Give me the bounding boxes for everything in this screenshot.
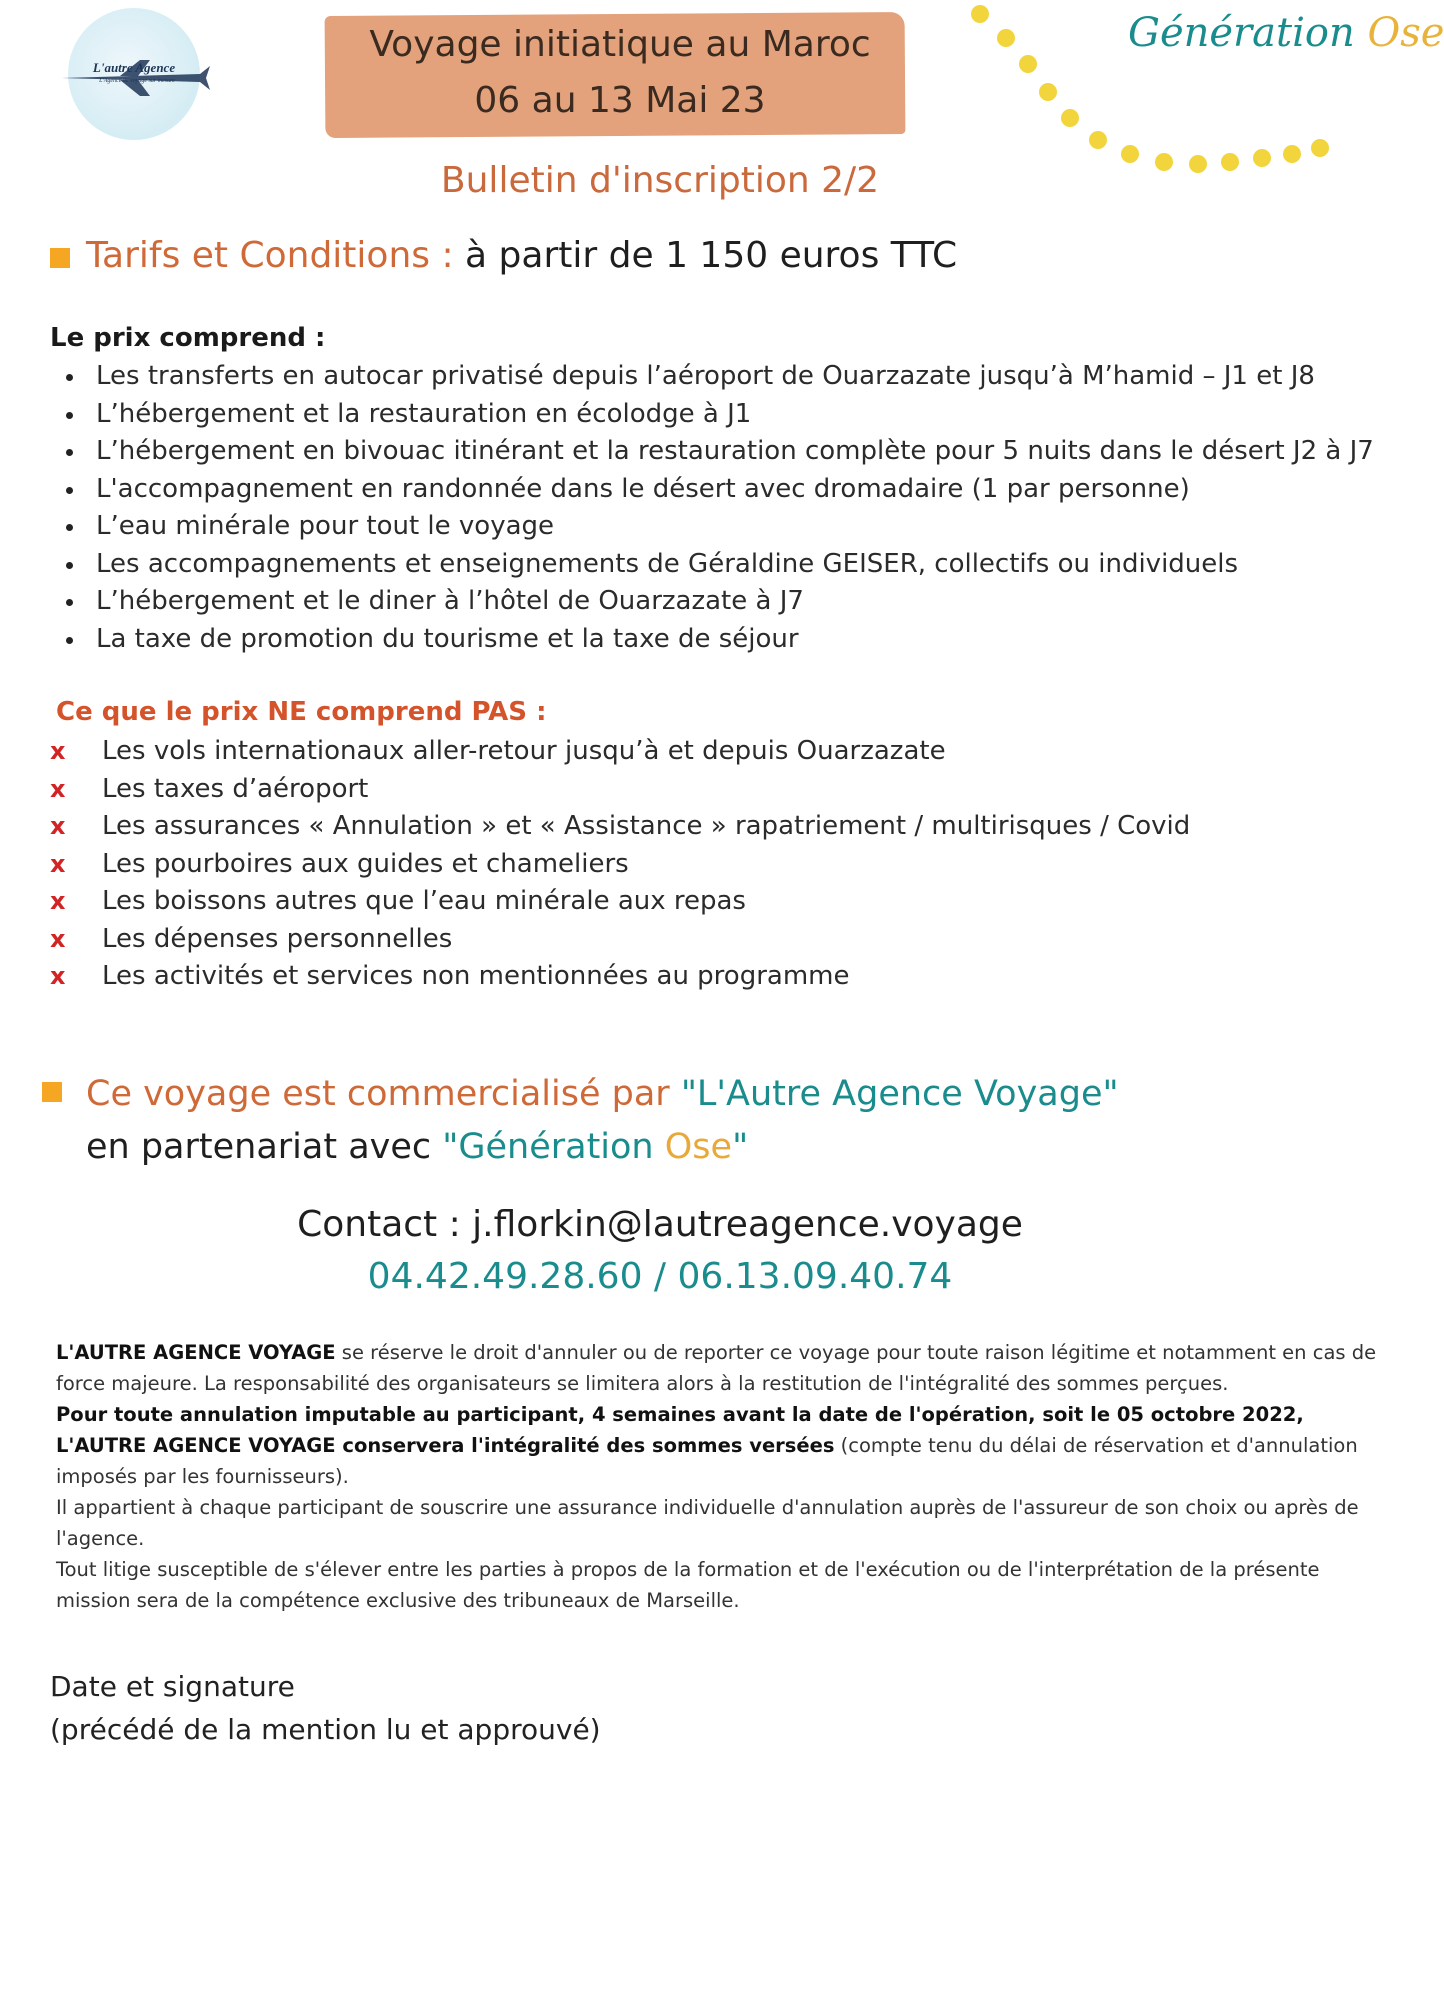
cross-icon: x: [50, 849, 66, 878]
generation-ose-logo: [1128, 10, 1444, 90]
legal-paragraph: Il appartient à chaque participant de souscrire une assurance individuelle d'annulation auprès de l'assureur de son choix ou après de l'agence.: [56, 1496, 1359, 1550]
trip-dates: 06 au 13 Mai 23: [474, 80, 766, 121]
bullet-icon: [66, 637, 73, 644]
agency-logo-name: L'autre Agence: [92, 60, 176, 75]
partner-prefix: en partenariat avec: [86, 1127, 443, 1167]
list-item: L’hébergement et la restauration en écolodge à J1: [50, 396, 1390, 434]
contact-email-row: [0, 1204, 1320, 1245]
trip-title: Voyage initiatique au Maroc: [369, 24, 871, 65]
cross-icon: x: [50, 962, 66, 990]
form-subtitle: Bulletin d'inscription 2/2: [440, 160, 880, 201]
list-item: L’hébergement et le diner à l’hôtel de Ouarzazate à J7: [50, 583, 1390, 621]
contact-label: Contact :: [297, 1204, 473, 1245]
list-item: x Les taxes d’aéroport: [50, 771, 1390, 809]
list-item: Les transferts en autocar privatisé depuis l’aéroport de Ouarzazate jusqu’à M’hamid – J1 et J8: [50, 358, 1390, 396]
bullet-icon: [66, 374, 73, 381]
list-item: x Les activités et services non mentionnées au programme: [50, 958, 1390, 996]
signature-note: (précédé de la mention lu et approuvé): [50, 1713, 601, 1746]
list-item: L’hébergement en bivouac itinérant et la restauration complète pour 5 nuits dans le désert J2 à J7: [50, 433, 1390, 471]
commercial-prefix: Ce voyage est commercialisé par: [86, 1074, 681, 1114]
included-list: [50, 358, 1390, 658]
agency-logo: [68, 8, 200, 140]
agency-logo-tagline: L'Agence de voyage sur mesure: [99, 78, 175, 84]
list-item: Les accompagnements et enseignements de Géraldine GEISER, collectifs ou individuels: [50, 546, 1390, 584]
cross-icon: x: [50, 774, 66, 803]
list-item: L'accompagnement en randonnée dans le désert avec dromadaire (1 par personne): [50, 471, 1390, 509]
square-bullet-icon: [50, 248, 70, 268]
contact-email[interactable]: j.florkin@lautreagence.voyage: [472, 1204, 1023, 1245]
square-bullet-icon: [42, 1082, 62, 1102]
bullet-icon: [66, 599, 73, 606]
tarifs-heading-row: [86, 235, 957, 276]
legal-paragraph: L'AUTRE AGENCE VOYAGE se réserve le droit d'annuler ou de reporter ce voyage pour toute raison légitime et notamment en cas de force majeure. La responsabilité des organisateurs se limitera alors à la restitution de l'intégralité des sommes perçues.: [56, 1341, 1377, 1395]
excluded-list: [50, 733, 1390, 996]
legal-conditions: [56, 1337, 1386, 1616]
list-item: x Les boissons autres que l’eau minérale aux repas: [50, 883, 1390, 921]
commercial-line-1: [86, 1074, 1119, 1114]
logo-word-ose: Ose: [1367, 10, 1444, 56]
included-label: Le prix comprend :: [50, 323, 326, 353]
list-item: La taxe de promotion du tourisme et la taxe de séjour: [50, 621, 1390, 659]
cross-icon: x: [50, 812, 66, 840]
signature-label: Date et signature: [50, 1670, 295, 1703]
bullet-icon: [66, 562, 73, 569]
list-item: x Les vols internationaux aller-retour jusqu’à et depuis Ouarzazate: [50, 733, 1390, 771]
list-item: x Les pourboires aux guides et chameliers: [50, 846, 1390, 884]
partner-name-part2: Ose: [664, 1127, 733, 1167]
list-item: x Les assurances « Annulation » et « Assistance » rapatriement / multirisques / Covid: [50, 808, 1390, 846]
commercial-line-2: [86, 1127, 748, 1167]
agency-name: "L'Autre Agence Voyage": [680, 1074, 1119, 1114]
legal-paragraph: Pour toute annulation imputable au participant, 4 semaines avant la date de l'opération, soit le 05 octobre 2022, L'AUTRE AGENCE VOYAGE conservera l'intégralité des sommes versées (compte tenu du délai de réservation et d'annulation imposés par les fournisseurs).: [56, 1403, 1358, 1488]
partner-name-close: ": [732, 1127, 749, 1167]
legal-paragraph: Tout litige susceptible de s'élever entre les parties à propos de la formation et de l'exécution ou de l'interprétation de la présente mission sera de la compétence exclusive des tribuneaux de Marseille.: [56, 1558, 1320, 1612]
list-item: L’eau minérale pour tout le voyage: [50, 508, 1390, 546]
bullet-icon: [66, 524, 73, 531]
cross-icon: x: [50, 737, 66, 765]
list-item: x Les dépenses personnelles: [50, 921, 1390, 959]
cross-icon: x: [50, 924, 66, 953]
logo-word-generation: Génération: [1128, 10, 1368, 56]
bullet-icon: [66, 487, 73, 494]
tarifs-price: à partir de 1 150 euros TTC: [465, 235, 958, 276]
bullet-icon: [66, 412, 73, 419]
partner-name-part1: "Génération: [442, 1127, 665, 1167]
cross-icon: x: [50, 887, 66, 915]
contact-phones: 04.42.49.28.60 / 06.13.09.40.74: [367, 1256, 953, 1297]
excluded-label: Ce que le prix NE comprend PAS :: [56, 697, 547, 727]
tarifs-heading: Tarifs et Conditions :: [86, 235, 454, 276]
bullet-icon: [66, 449, 73, 456]
